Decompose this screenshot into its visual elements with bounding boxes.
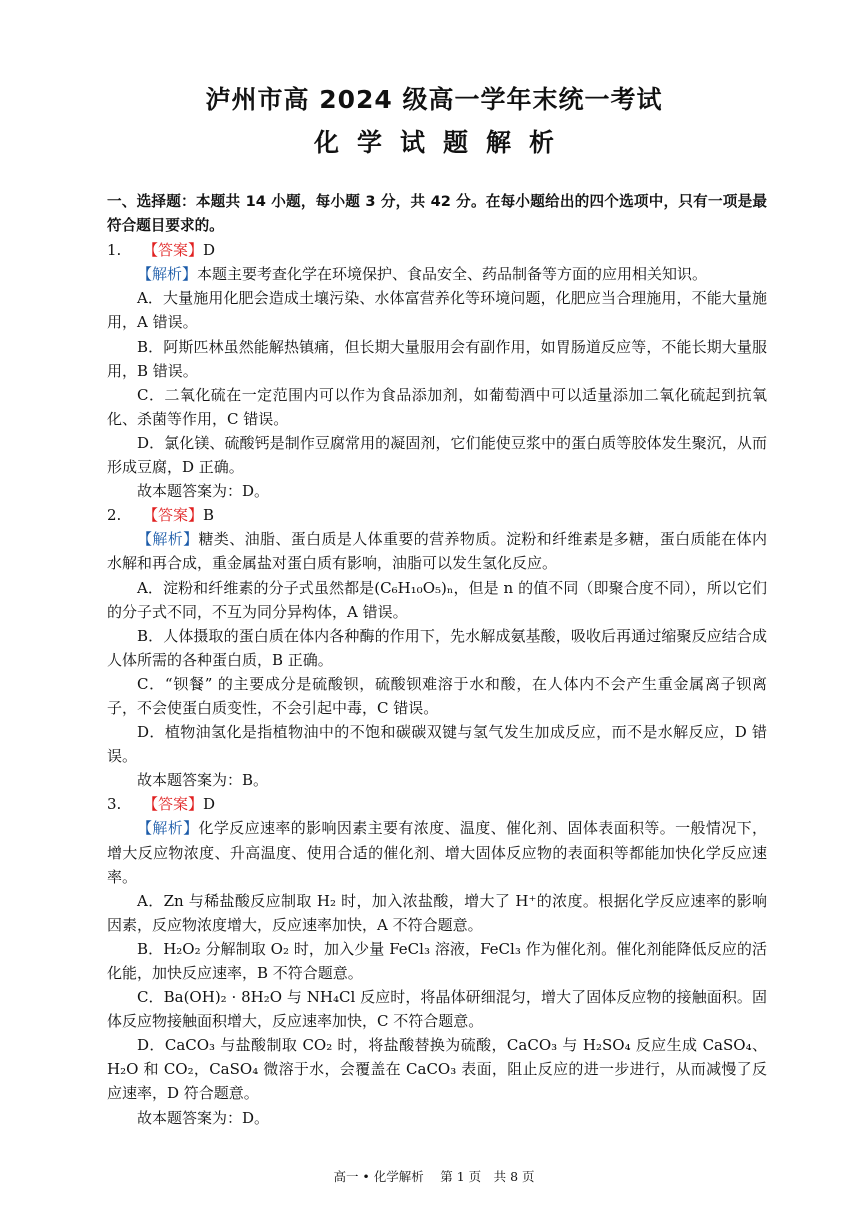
option-c: C．Ba(OH)₂ · 8H₂O 与 NH₄Cl 反应时，将晶体研细混匀，增大了固体反应物的接触面积。固体反应物接触面积增大，反应速率加快，C 不符合题意。 xyxy=(107,988,767,1031)
analysis-text: 本题主要考查化学在环境保护、食品安全、药品制备等方面的应用相关知识。 xyxy=(197,265,708,284)
answer-line xyxy=(107,238,767,262)
conclusion: 故本题答案为：B。 xyxy=(137,771,269,790)
document-subtitle: 化学试题解析 xyxy=(313,128,572,157)
question-2 xyxy=(107,503,767,792)
analysis-tag: 【解析】 xyxy=(137,819,199,838)
analysis-paragraph xyxy=(107,262,767,286)
answer-tag: 【答案】 xyxy=(143,795,204,814)
question-number: 2. xyxy=(107,506,122,525)
answer-line xyxy=(107,503,767,527)
analysis-tag: 【解析】 xyxy=(137,530,199,549)
option-a: A．淀粉和纤维素的分子式虽然都是(C₆H₁₀O₅)ₙ，但是 n 的值不同（即聚合度不同），所以它们的分子式不同，不互为同分异构体，A 错误。 xyxy=(107,578,767,621)
answer-value: B xyxy=(203,506,215,525)
answer-line xyxy=(107,792,767,816)
analysis-tag: 【解析】 xyxy=(137,265,198,284)
option-a: A．Zn 与稀盐酸反应制取 H₂ 时，加入浓盐酸，增大了 H⁺的浓度。根据化学反应速率的影响因素，反应物浓度增大，反应速率加快，A 不符合题意。 xyxy=(107,891,767,934)
answer-value: D xyxy=(203,241,216,260)
option-d: D．氯化镁、硫酸钙是制作豆腐常用的凝固剂，它们能使豆浆中的蛋白质等胶体发生聚沉，从而形成豆腐，D 正确。 xyxy=(107,433,767,477)
option-b: B．H₂O₂ 分解制取 O₂ 时，加入少量 FeCl₃ 溶液，FeCl₃ 作为催化剂。催化剂能降低反应的活化能，加快反应速率，B 不符合题意。 xyxy=(107,939,767,982)
answer-tag: 【答案】 xyxy=(143,506,204,525)
option-b: B．人体摄取的蛋白质在体内各种酶的作用下，先水解成氨基酸，吸收后再通过缩聚反应结合成人体所需的各种蛋白质，B 正确。 xyxy=(107,626,767,669)
document-title: 泸州市高 2024 级高一学年末统一考试 xyxy=(205,85,663,114)
option-d: D．植物油氢化是指植物油中的不饱和碳碳双键与氢气发生加成反应，而不是水解反应，D 错误。 xyxy=(107,723,767,766)
question-number: 1. xyxy=(107,241,122,260)
document-body xyxy=(107,190,767,1130)
option-a: A．大量施用化肥会造成土壤污染、水体富营养化等环境问题，化肥应当合理施用，不能大量施用，A 错误。 xyxy=(107,289,767,332)
option-b: B．阿斯匹林虽然能解热镇痛，但长期大量服用会有副作用，如胃肠道反应等，不能长期大量服用，B 错误。 xyxy=(107,337,767,380)
section-heading: 一、选择题：本题共 14 小题，每小题 3 分，共 42 分。在每小题给出的四个选项中，只有一项是最符合题目要求的。 xyxy=(107,193,767,235)
question-1 xyxy=(107,238,767,503)
analysis-text: 糖类、油脂、蛋白质是人体重要的营养物质。淀粉和纤维素是多糖，蛋白质能在体内水解和再合成，重金属盐对蛋白质有影响，油脂可以发生氢化反应。 xyxy=(107,530,767,573)
option-c: C．“钡餐” 的主要成分是硫酸钡，硫酸钡难溶于水和酸，在人体内不会产生重金属离子钡离子，不会使蛋白质变性，不会引起中毒，C 错误。 xyxy=(107,674,767,717)
option-c: C．二氧化硫在一定范围内可以作为食品添加剂，如葡萄酒中可以适量添加二氧化硫起到抗氧化、杀菌等作用，C 错误。 xyxy=(107,385,767,428)
answer-tag: 【答案】 xyxy=(143,241,204,260)
analysis-paragraph xyxy=(107,527,767,575)
question-number: 3. xyxy=(107,795,122,814)
conclusion: 故本题答案为：D。 xyxy=(137,1108,270,1127)
question-3 xyxy=(107,792,767,1129)
conclusion: 故本题答案为：D。 xyxy=(137,482,270,501)
option-d: D．CaCO₃ 与盐酸制取 CO₂ 时，将盐酸替换为硫酸，CaCO₃ 与 H₂SO₄ 反应生成 CaSO₄、H₂O 和 CO₂，CaSO₄ 微溶于水，会覆盖在 CaCO₃ 表面，阻止反应的进一步进行，从而减慢了反应速率，D 符合题意。 xyxy=(107,1036,767,1103)
answer-value: D xyxy=(203,795,216,814)
page-footer: 高一 • 化学解析 第 1 页 共 8 页 xyxy=(333,1169,535,1184)
analysis-paragraph xyxy=(107,816,767,888)
analysis-text: 化学反应速率的影响因素主要有浓度、温度、催化剂、固体表面积等。一般情况下，增大反应物浓度、升高温度、使用合适的催化剂、增大固体反应物的表面积等都能加快化学反应速率。 xyxy=(107,819,767,886)
